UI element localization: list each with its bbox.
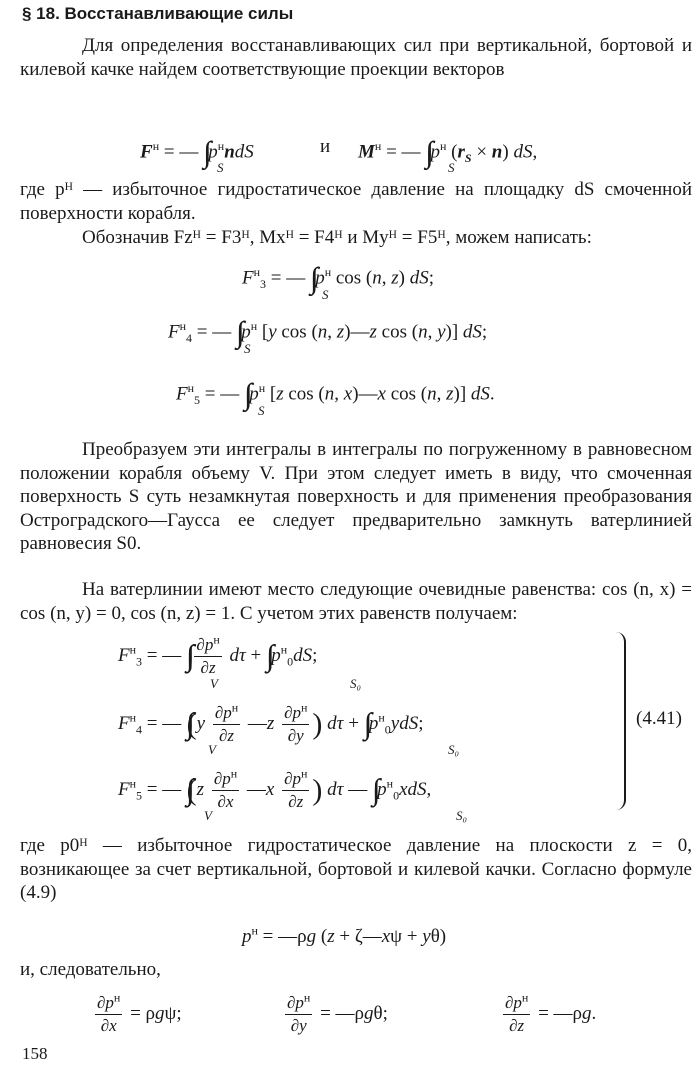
integral-limit: V <box>208 742 216 757</box>
conjunction: и <box>320 136 331 157</box>
system-brace <box>612 632 626 810</box>
integral-limit: S₀ <box>448 742 460 757</box>
integral-limit: V <box>204 808 212 823</box>
equation-F4: $F^н_4$ = — ∫∫ $p^н$ [y cos (n, z)—z cos (n, y)] dS; <box>168 316 488 349</box>
paragraph-6: где p0ᴴ — избыточное гидростатическое давление на плоскости z = 0, возникающее за счет вертикальной, бортовой и килевой качки. Согласно формуле (4.9) <box>20 835 692 903</box>
paragraph-4: Преобразуем эти интегралы в интегралы по погруженному в равновесном положении корабля объему V. При этом следует иметь в виду, что смоченная поверхность S суть незамкнутая поверхность и для применения преобразования Остроградского—Гаусса ее следует предварительно замкнуть ватерлинией равновесия S0. <box>20 439 692 554</box>
integral-limit: S <box>448 160 455 175</box>
paragraph-7: и, следовательно, <box>20 959 161 980</box>
equation-number: (4.41) <box>636 708 682 729</box>
system-equation-F4: $F^н_4$ = — ∫∫∫(y $\frac{\partial p^н}{\partial z}$ —z $\frac{\partial p^н}{\partial y}$ ) dτ + ∫∫ $p^н_0ydS$; <box>118 700 424 745</box>
integral-limit: V <box>210 676 218 691</box>
section-heading: § 18. Восстанавливающие силы <box>22 4 294 23</box>
equation-force-vector: $F^н$ = — ∫∫ $p^нndS$ <box>140 136 254 169</box>
equation-derivative-x: $\frac{\partial p^н}{\partial x}$ = ρgψ; <box>97 990 182 1035</box>
integral-limit: S <box>322 287 329 302</box>
equation-derivative-y: $\frac{\partial p^н}{\partial y}$ = —ρgθ; <box>287 990 388 1035</box>
integral-limit: S <box>244 341 251 356</box>
equation-F5: $F^н_5$ = — ∫∫ $p^н$ [z cos (n, x)—x cos (n, z)] dS. <box>176 378 495 411</box>
integral-limit: S₀ <box>456 808 468 823</box>
paragraph-5: На ватерлинии имеют место следующие очевидные равенства: cos (n, x) = cos (n, y) = 0, cos (n, z) = 1. С учетом этих равенств получаем: <box>20 579 692 624</box>
system-equation-F5: $F^н_5$ = — ∫∫∫(z $\frac{\partial p^н}{\partial x}$ —x $\frac{\partial p^н}{\partial z}$ ) dτ — ∫∫ $p^н_0xdS$, <box>118 766 432 811</box>
equation-pressure: $p^н$ = —ρg (z + ζ—xψ + yθ) <box>242 923 447 947</box>
integral-limit: S₀ <box>350 676 362 691</box>
paragraph-2: где pᴴ — избыточное гидростатическое давление на площадку dS смоченной поверхности корабля. <box>20 179 692 224</box>
integral-limit: S <box>258 403 265 418</box>
paragraph-3: Обозначив Fzᴴ = F3ᴴ, Mxᴴ = F4ᴴ и Myᴴ = F5ᴴ, можем написать: <box>82 227 592 248</box>
page-number: 158 <box>22 1044 48 1063</box>
system-equation-F3: $F^н_3$ = — ∫∫∫ $\frac{\partial p^н}{\partial z}$ dτ + ∫∫ $p^н_0dS$; <box>118 632 318 677</box>
equation-F3: $F^н_3$ = — ∫∫ $p^н$ cos (n, z) dS; <box>242 262 435 295</box>
paragraph-1: Для определения восстанавливающих сил при вертикальной, бортовой и килевой качке найдем соответствующие проекции векторов <box>20 35 692 80</box>
integral-limit: S <box>217 160 224 175</box>
equation-derivative-z: $\frac{\partial p^н}{\partial z}$ = —ρg. <box>505 990 597 1035</box>
equation-moment-vector: $M^н$ = — ∫∫ $p^н$ $(r_S \times n)$ dS, <box>358 136 538 169</box>
